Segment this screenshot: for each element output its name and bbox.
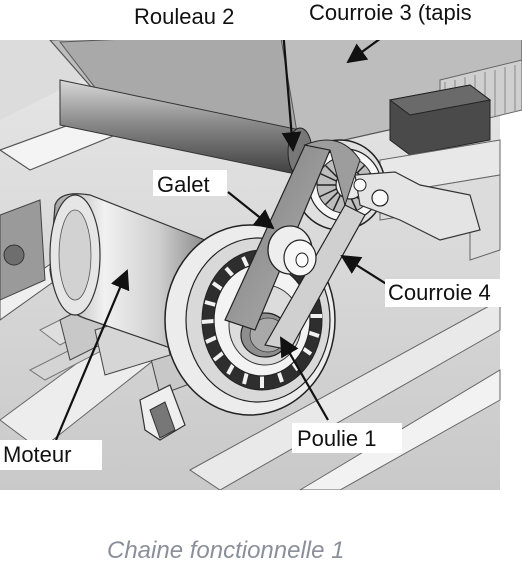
figure-caption: Chaine fonctionnelle 1 (107, 537, 345, 561)
label-moteur: Moteur (3, 442, 72, 467)
label-galet: Galet (157, 172, 210, 197)
label-courroie-3: Courroie 3 (tapis (309, 0, 472, 25)
label-poulie-1: Poulie 1 (297, 426, 377, 451)
label-rouleau-2: Rouleau 2 (134, 4, 235, 29)
label-courroie-4: Courroie 4 (388, 280, 491, 305)
